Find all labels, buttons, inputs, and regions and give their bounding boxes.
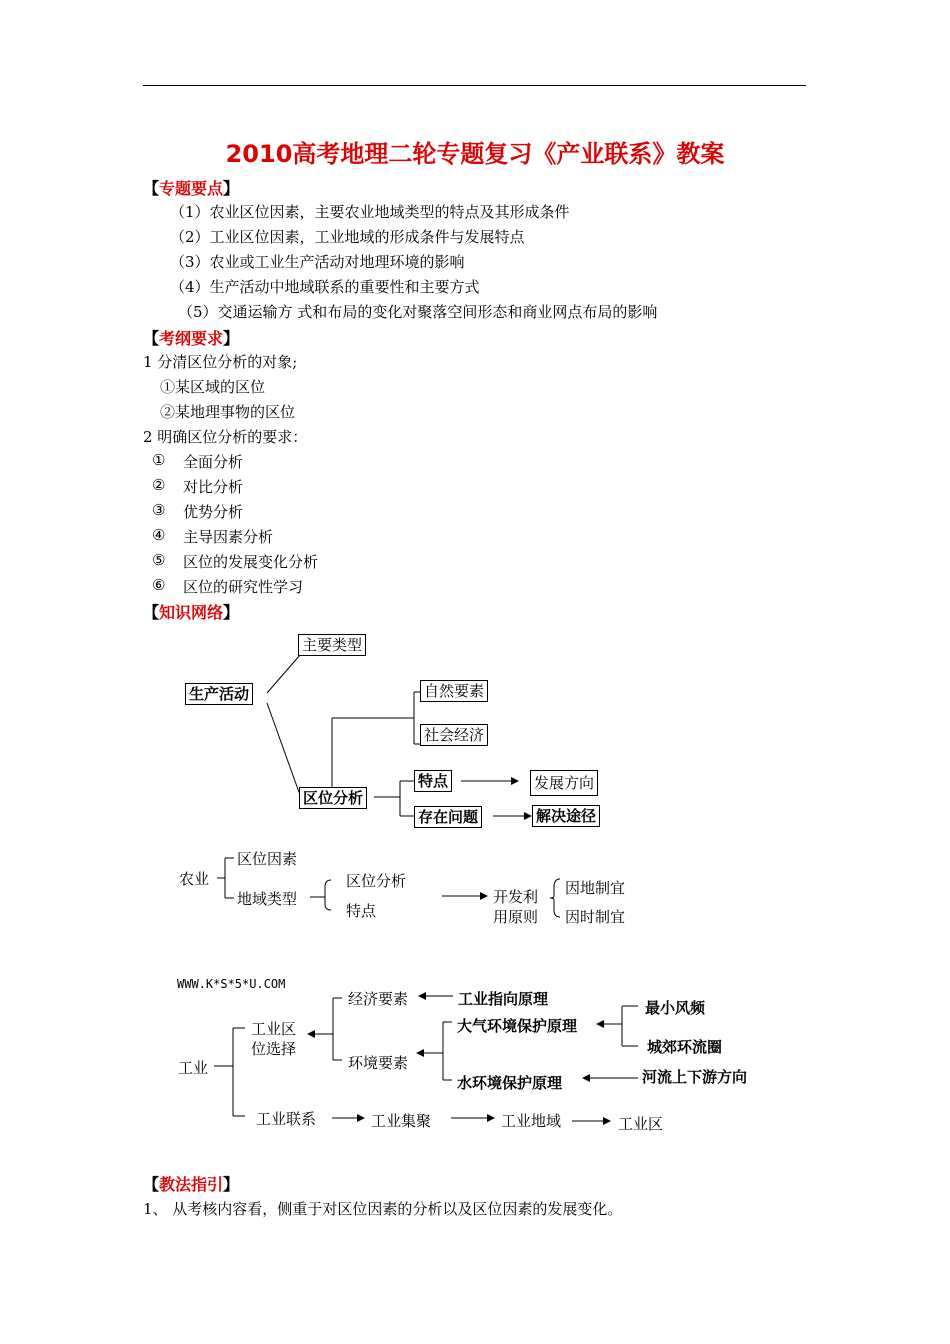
req-item-3: 优势分析 <box>183 503 244 521</box>
label-development-line1: 开发利 <box>493 888 539 906</box>
box-existing-problems: 存在问题 <box>414 806 482 828</box>
req-mark-2: ② <box>152 476 166 494</box>
box-features: 特点 <box>414 770 452 792</box>
label-principle-place: 因地制宜 <box>565 879 626 897</box>
page-title: 2010高考地理二轮专题复习《产业联系》教案 <box>225 140 725 168</box>
label-regional-type: 地域类型 <box>237 890 298 908</box>
section-header-key-points: 【专题要点】 <box>143 179 240 198</box>
label-location-choice-line1: 工业区 <box>251 1020 297 1038</box>
label-agriculture: 农业 <box>179 870 210 888</box>
box-location-analysis: 区位分析 <box>299 787 367 809</box>
syllabus-sub-1: ①某区域的区位 <box>160 378 266 396</box>
watermark-text: WWW.K*S*5*U.COM <box>177 977 286 991</box>
label-water-protection: 水环境保护原理 <box>457 1074 563 1092</box>
section-label: 考纲要求 <box>159 329 224 348</box>
label-location-analysis: 区位分析 <box>346 872 407 890</box>
req-item-1: 全面分析 <box>183 453 244 471</box>
label-min-wind-frequency: 最小风频 <box>645 999 706 1017</box>
label-river-direction: 河流上下游方向 <box>642 1068 748 1086</box>
section-label: 教法指引 <box>159 1175 224 1194</box>
label-industrial-region: 工业地域 <box>501 1112 562 1130</box>
box-natural-factors: 自然要素 <box>420 680 488 702</box>
syllabus-item-2: 2 明确区位分析的要求： <box>143 428 308 446</box>
req-item-6: 区位的研究性学习 <box>183 578 304 596</box>
req-mark-5: ⑤ <box>152 551 166 569</box>
section-header-knowledge-network: 【知识网络】 <box>143 603 240 622</box>
label-orientation-principle: 工业指向原理 <box>458 990 549 1008</box>
label-industrial-zone: 工业区 <box>618 1115 664 1133</box>
section-header-syllabus: 【考纲要求】 <box>143 329 240 348</box>
req-mark-1: ① <box>152 451 166 469</box>
req-mark-4: ④ <box>152 526 166 544</box>
key-point-2: （2）工业区位因素，工业地域的形成条件与发展特点 <box>170 228 525 246</box>
label-economic-factors: 经济要素 <box>348 990 409 1008</box>
req-item-2: 对比分析 <box>183 478 244 496</box>
req-item-4: 主导因素分析 <box>183 528 274 546</box>
key-point-4: （4）生产活动中地域联系的重要性和主要方式 <box>170 278 480 296</box>
syllabus-sub-2: ②某地理事物的区位 <box>160 403 296 421</box>
box-social-economic: 社会经济 <box>420 724 488 746</box>
req-mark-6: ⑥ <box>152 576 166 594</box>
box-development-direction: 发展方向 <box>530 770 598 796</box>
key-point-1: （1）农业区位因素，主要农业地域类型的特点及其形成条件 <box>170 203 570 221</box>
box-main-types: 主要类型 <box>298 634 366 656</box>
label-industrial-cluster: 工业集聚 <box>371 1112 432 1130</box>
key-point-3: （3）农业或工业生产活动对地理环境的影响 <box>170 253 465 271</box>
label-environment-factors: 环境要素 <box>348 1054 409 1072</box>
label-features: 特点 <box>346 902 377 920</box>
label-industry: 工业 <box>178 1059 209 1077</box>
box-production-activity: 生产活动 <box>185 683 253 705</box>
req-mark-3: ③ <box>152 501 166 519</box>
box-solutions: 解决途径 <box>532 805 600 827</box>
label-air-protection: 大气环境保护原理 <box>457 1017 578 1035</box>
section-label: 专题要点 <box>159 179 224 198</box>
label-location-factors: 区位因素 <box>237 850 298 868</box>
section-label: 知识网络 <box>159 603 224 622</box>
req-item-5: 区位的发展变化分析 <box>183 553 319 571</box>
teaching-item-1: 1、 从考核内容看，侧重于对区位因素的分析以及区位因素的发展变化。 <box>143 1200 623 1218</box>
key-point-5: （5）交通运输方 式和布局的变化对聚落空间形态和商业网点布局的影响 <box>178 303 658 321</box>
label-location-choice-line2: 位选择 <box>251 1040 297 1058</box>
label-industrial-linkage: 工业联系 <box>256 1110 317 1128</box>
label-urban-circulation: 城郊环流圈 <box>647 1038 723 1056</box>
syllabus-item-1: 1 分清区位分析的对象; <box>143 353 298 371</box>
label-development-line2: 用原则 <box>493 908 539 926</box>
label-principle-time: 因时制宜 <box>565 908 626 926</box>
section-header-teaching-guide: 【教法指引】 <box>143 1175 240 1194</box>
